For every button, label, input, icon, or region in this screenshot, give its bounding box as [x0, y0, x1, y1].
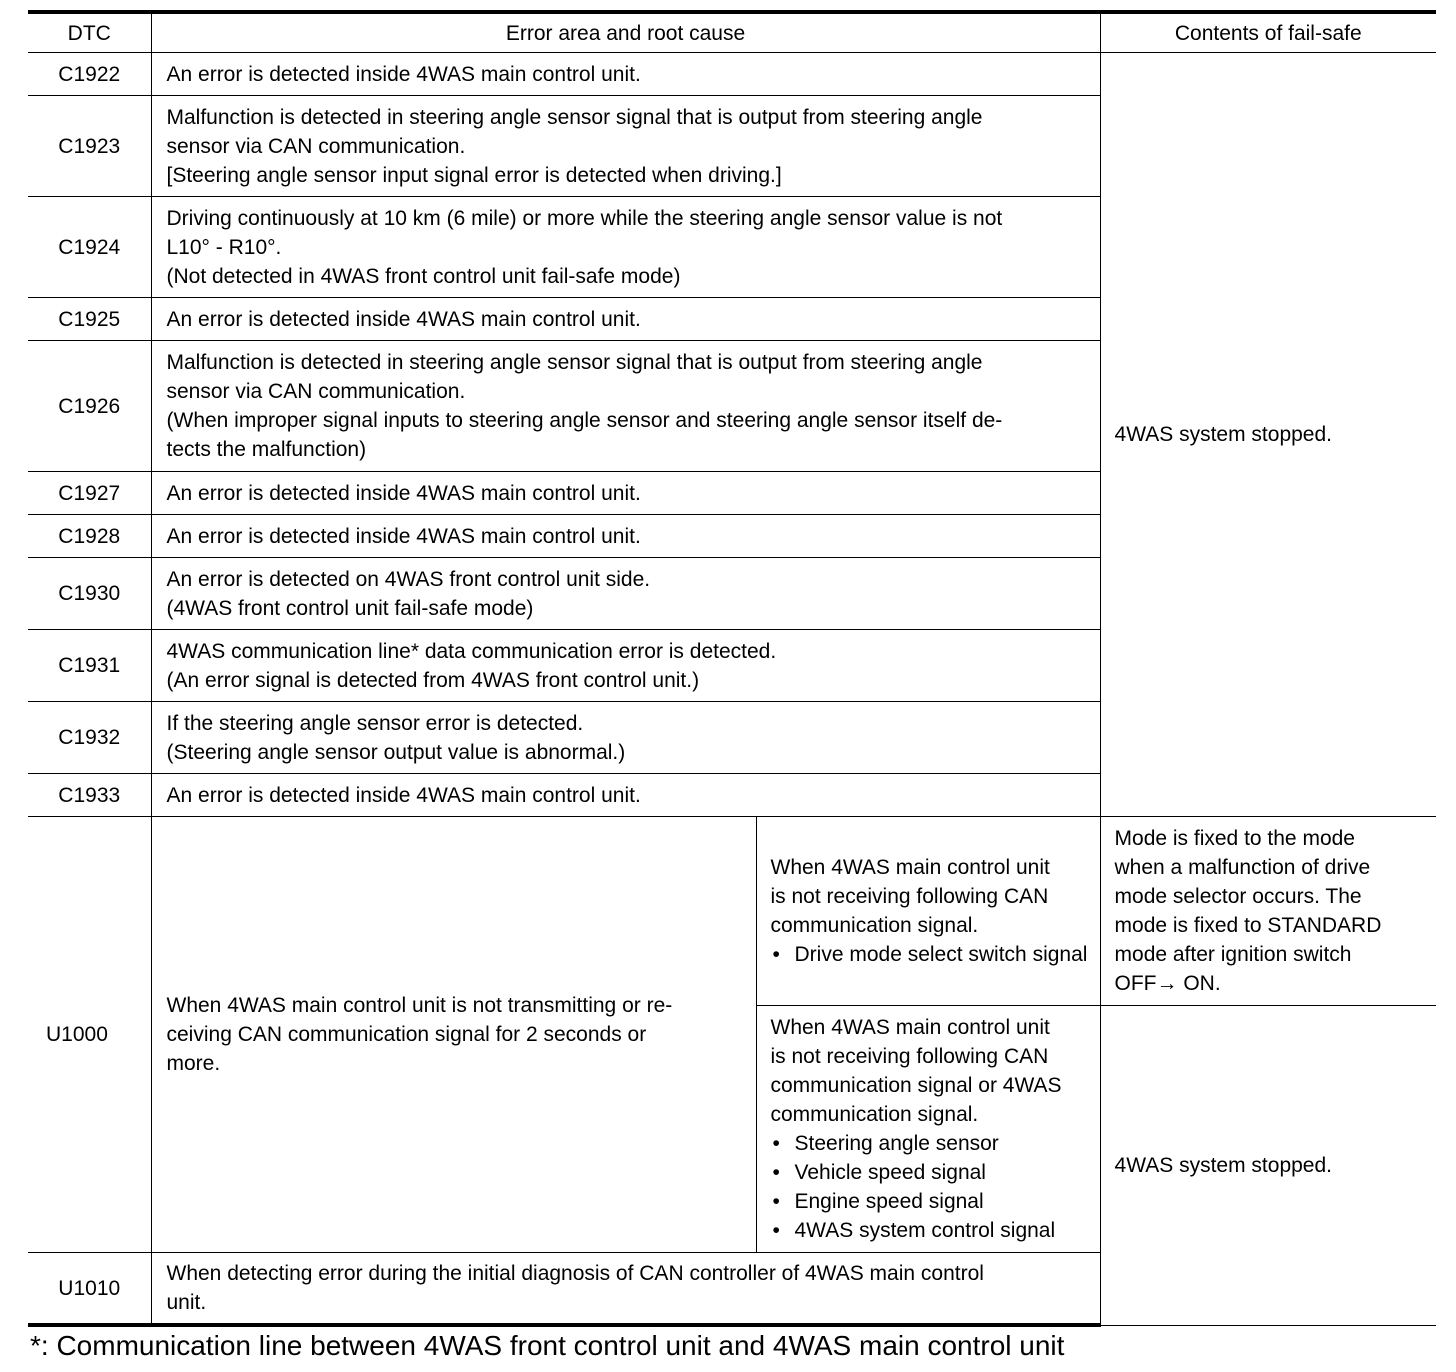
list-item: • Steering angle sensor [771, 1129, 1094, 1158]
cause-line: sensor via CAN communication. [166, 380, 466, 403]
cause-cell [151, 702, 1100, 774]
condition-line: is not receiving following CAN [770, 1045, 1049, 1068]
failsafe-u-cell: 4WAS system stopped. [1100, 1006, 1436, 1326]
condition-line: communication signal. [770, 1103, 979, 1126]
cause-line: Malfunction is detected in steering angle sensor signal that is output from steering angle [166, 351, 983, 374]
cause-line: An error is detected inside 4WAS main control unit. [166, 481, 641, 505]
cause-cell [151, 630, 1100, 702]
failsafe-line: OFF→ ON. [1114, 972, 1221, 995]
cause-line: sensor via CAN communication. [166, 134, 466, 158]
cause-line: An error is detected inside 4WAS main control unit. [166, 62, 641, 86]
cause-line: (Steering angle sensor output value is abnormal.) [166, 740, 626, 764]
u1000-sub-condition-2 [756, 1006, 1100, 1253]
condition-line: When 4WAS main control unit [770, 856, 1050, 879]
condition-line: communication signal. [770, 914, 979, 937]
cause-line: If the steering angle sensor error is detected. [166, 711, 584, 735]
cause-cell [151, 472, 1100, 515]
dtc-code: C1932 [28, 702, 151, 774]
condition-line: communication signal or 4WAS [770, 1074, 1062, 1097]
list-item: • Vehicle speed signal [771, 1158, 1094, 1187]
cause-cell [151, 558, 1100, 630]
list-item: • Drive mode select switch signal [771, 940, 1094, 969]
cause-cell [151, 774, 1100, 817]
dtc-code: C1924 [28, 197, 151, 298]
dtc-code: C1926 [28, 341, 151, 472]
cause-line: (When improper signal inputs to steering angle sensor and steering angle sensor itself de- [166, 409, 1003, 432]
header-cause: Error area and root cause [151, 12, 1100, 53]
cause-cell [151, 53, 1100, 96]
dtc-fail-safe-table [28, 10, 1436, 1327]
cause-cell [151, 298, 1100, 341]
cause-line: (4WAS front control unit fail-safe mode) [166, 596, 534, 620]
cause-line: Malfunction is detected in steering angle sensor signal that is output from steering angle [166, 105, 983, 129]
cause-line: L10° - R10°. [166, 235, 282, 259]
cause-line: An error is detected inside 4WAS main control unit. [166, 524, 641, 548]
dtc-code: C1928 [28, 515, 151, 558]
signal-list [771, 940, 1094, 969]
dtc-code: C1933 [28, 774, 151, 817]
table-row-u1000-a [28, 817, 1436, 1006]
cause-line: ceiving CAN communication signal for 2 seconds or [166, 1023, 647, 1046]
header-failsafe: Contents of fail-safe [1100, 12, 1436, 53]
cause-line: (An error signal is detected from 4WAS front control unit.) [166, 668, 700, 692]
list-item: • 4WAS system control signal [771, 1216, 1094, 1245]
u1000-sub-condition-1 [756, 817, 1100, 1006]
dtc-code: C1927 [28, 472, 151, 515]
cause-line: When 4WAS main control unit is not transmitting or re- [166, 994, 673, 1017]
cause-cell [151, 341, 1100, 472]
table-row [28, 53, 1436, 96]
header-row [28, 12, 1436, 53]
condition-line: is not receiving following CAN [770, 885, 1049, 908]
cause-line: (Not detected in 4WAS front control unit fail-safe mode) [166, 264, 681, 288]
signal-list [771, 1129, 1094, 1245]
dtc-code: C1931 [28, 630, 151, 702]
dtc-code: C1925 [28, 298, 151, 341]
cause-line: An error is detected on 4WAS front control unit side. [166, 567, 651, 591]
cause-cell [151, 96, 1100, 197]
dtc-code: C1923 [28, 96, 151, 197]
condition-line: When 4WAS main control unit [770, 1016, 1050, 1039]
failsafe-c-cell: 4WAS system stopped. [1100, 53, 1436, 817]
cause-line: An error is detected inside 4WAS main control unit. [166, 783, 641, 807]
dtc-code: U1000 [28, 817, 151, 1253]
u1000-cause-cell [151, 817, 756, 1253]
dtc-code: U1010 [28, 1253, 151, 1326]
cause-cell [151, 1253, 1100, 1326]
failsafe-line: mode selector occurs. The [1114, 885, 1362, 908]
failsafe-line: mode after ignition switch [1114, 943, 1352, 966]
failsafe-line: when a malfunction of drive [1114, 856, 1371, 879]
failsafe-line: mode is fixed to STANDARD [1114, 914, 1382, 937]
cause-line: Driving continuously at 10 km (6 mile) or more while the steering angle sensor value is not [166, 206, 1003, 230]
list-item: • Engine speed signal [771, 1187, 1094, 1216]
dtc-code: C1930 [28, 558, 151, 630]
cause-line: tects the malfunction) [166, 438, 367, 461]
cause-line: [Steering angle sensor input signal error is detected when driving.] [166, 163, 782, 187]
cause-cell [151, 515, 1100, 558]
cause-line: When detecting error during the initial diagnosis of CAN controller of 4WAS main control [166, 1262, 984, 1285]
failsafe-mode-cell [1100, 817, 1436, 1006]
header-dtc: DTC [28, 12, 151, 53]
cause-line: An error is detected inside 4WAS main control unit. [166, 307, 641, 331]
cause-line: unit. [166, 1291, 207, 1314]
cause-line: more. [166, 1052, 221, 1075]
footnote: *: Communication line between 4WAS front control unit and 4WAS main control unit [30, 1330, 1065, 1361]
cause-cell [151, 197, 1100, 298]
failsafe-line: Mode is fixed to the mode [1114, 827, 1355, 850]
cause-line: 4WAS communication line* data communication error is detected. [166, 639, 777, 663]
dtc-code: C1922 [28, 53, 151, 96]
